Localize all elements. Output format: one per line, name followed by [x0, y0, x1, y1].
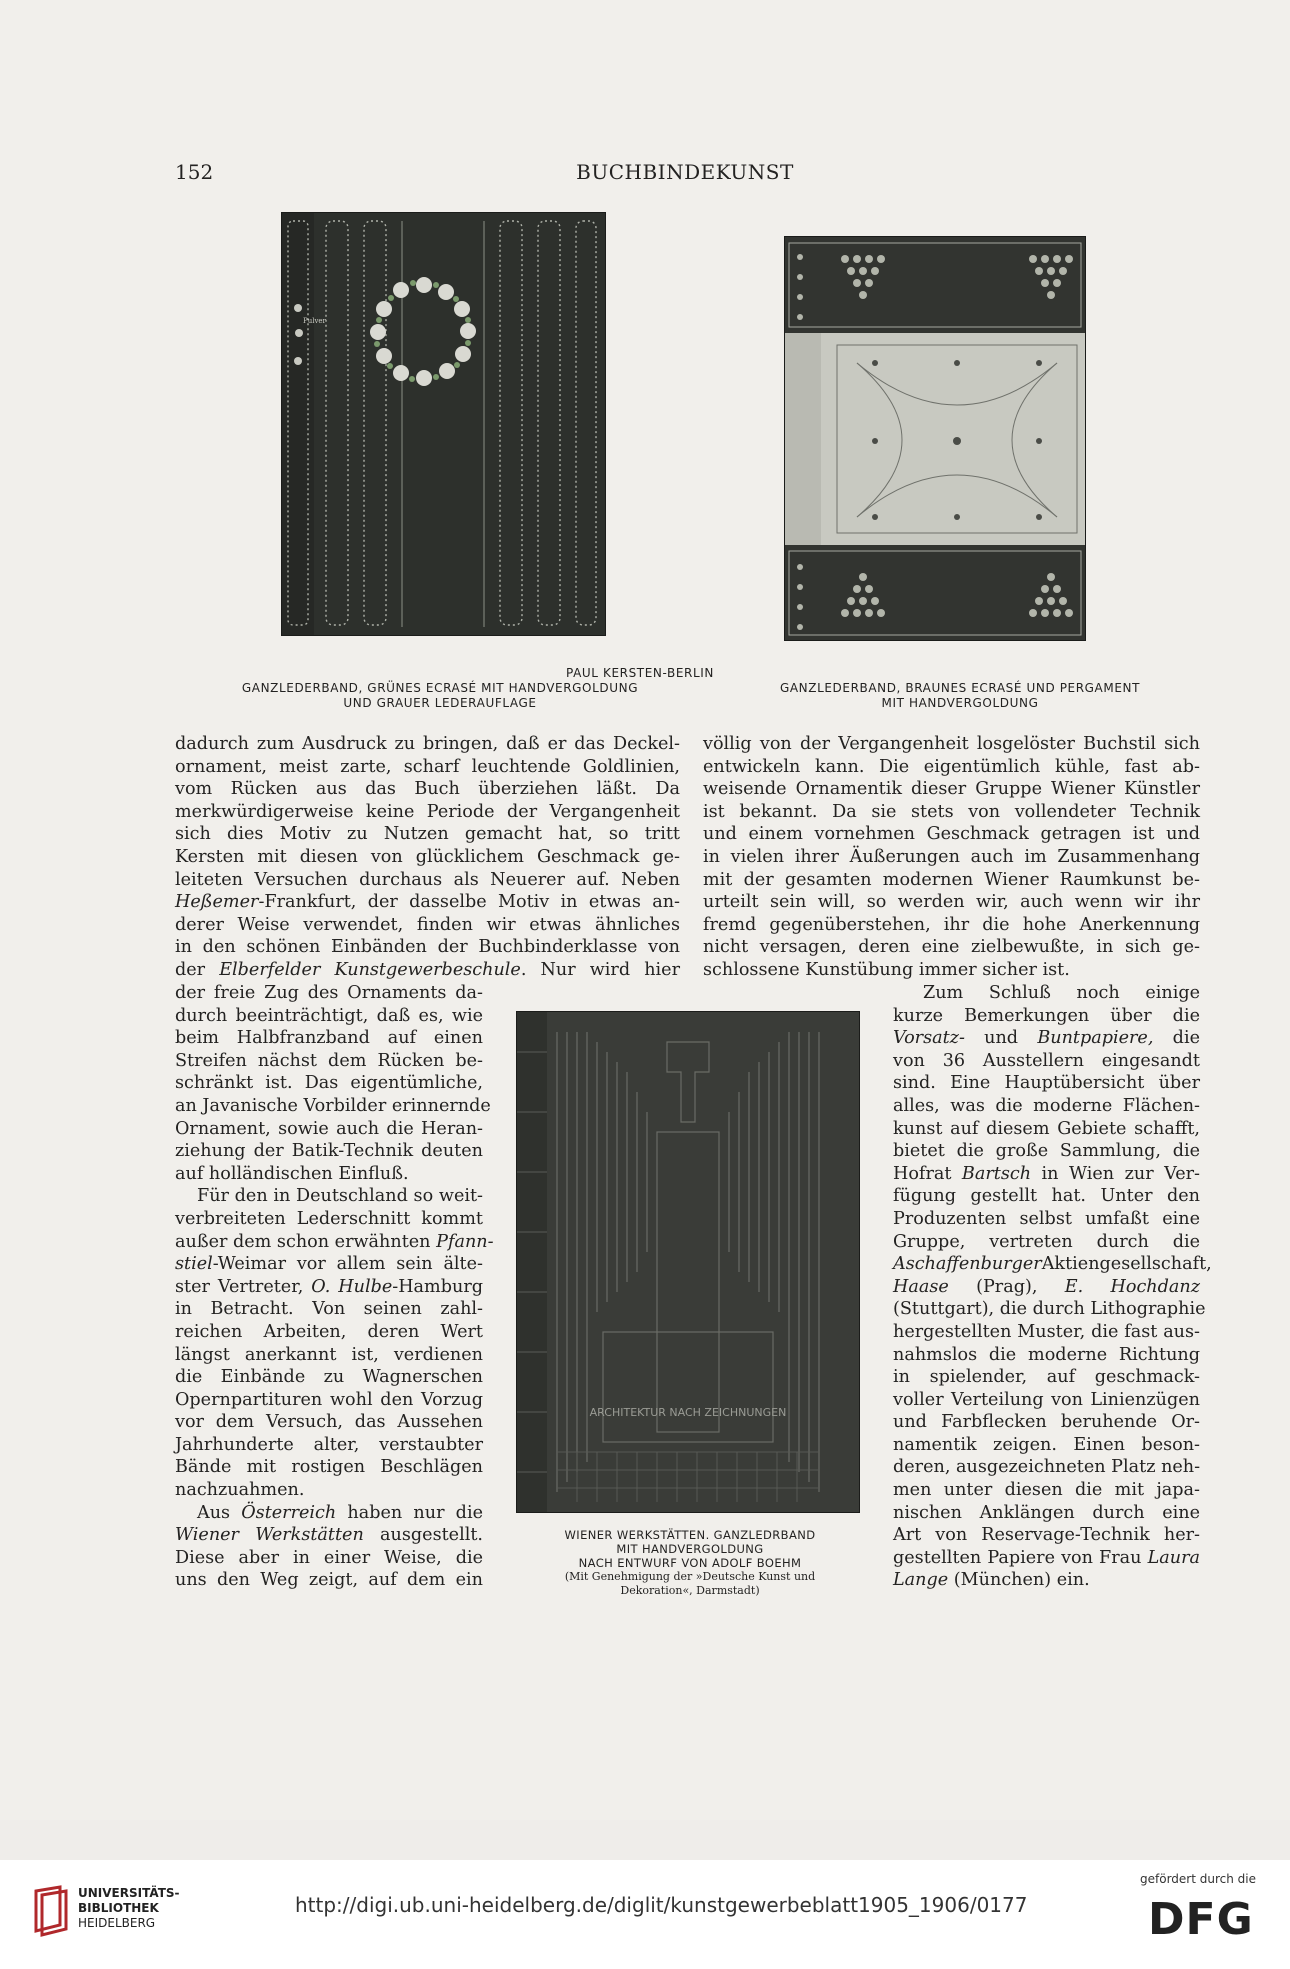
text-line: ornament, meist zarte, scharf leuchtende Goldlinien,: [175, 756, 680, 777]
text-line: (Stuttgart), die durch Lithographie: [893, 1299, 1206, 1320]
right-plate-caption: [720, 681, 1200, 711]
text-line: namentik zeigen. Einen beson-: [893, 1434, 1200, 1455]
library-name-line-2: BIBLIOTHEK: [78, 1901, 159, 1915]
library-name: [78, 1886, 180, 1931]
text-line: schränkt ist. Das eigentümliche,: [175, 1073, 483, 1094]
text-line: in vielen ihrer Äußerungen auch im Zusammenhang: [703, 846, 1200, 867]
text-fragment: Aus: [197, 1502, 242, 1523]
text-line: [893, 1163, 1200, 1186]
text-line: von 36 Ausstellern eingesandt: [893, 1050, 1200, 1071]
bartsch-name: Bartsch: [961, 1163, 1032, 1184]
parchment-book-image: [785, 237, 1085, 640]
text-fragment: haben nur die: [336, 1502, 483, 1523]
left-column-narrow: [175, 982, 494, 1592]
hulbe-name: O. Hulbe: [311, 1276, 393, 1297]
text-line: schlossene Kunstübung immer sicher ist.: [703, 959, 1070, 980]
text-line: voller Verteilung von Linienzügen: [893, 1389, 1200, 1410]
text-line: der freie Zug des Ornaments da-: [175, 983, 483, 1003]
text-fragment: (München) ein.: [948, 1570, 1090, 1591]
book-lettering: ARCHITEKTUR NACH ZEICHNUNGEN: [589, 1406, 787, 1419]
text-line: an Javanische Vorbilder erinnernde: [175, 1095, 491, 1116]
text-line: mit der gesamten modernen Wiener Raumkunst be-: [703, 869, 1200, 890]
text-line: [175, 1524, 483, 1547]
text-fragment: und: [964, 1028, 1038, 1049]
text-fragment: ausgestellt.: [363, 1525, 483, 1546]
left-caption-line-1: GANZLEDERBAND, GRÜNES ECRASÉ MIT HANDVERGOLDUNG: [241, 681, 639, 695]
small-caption-line-5: Dekoration«, Darmstadt): [620, 1584, 760, 1597]
text-line: alles, was die moderne Flächen-: [893, 1095, 1200, 1116]
text-line: die Einbände zu Wagnerschen: [175, 1367, 483, 1388]
text-line: nahmslos die moderne Richtung: [893, 1344, 1200, 1365]
page-number: 152: [175, 160, 214, 184]
text-line: leiteten Versuchen durchaus als Neuerer auf. Neben: [175, 869, 680, 890]
text-line: auf holländischen Einfluß.: [175, 1163, 409, 1184]
text-line: verbreiteten Lederschnitt kommt: [175, 1208, 483, 1229]
dfg-logo: DFG: [1148, 1894, 1254, 1945]
artist-caption: PAUL KERSTEN-BERLIN: [566, 666, 714, 680]
text-line: Bände mit rostigen Beschlägen: [175, 1457, 483, 1478]
text-line: [893, 1547, 1200, 1570]
text-line: durch beeinträchtigt, daß es, wie: [175, 1005, 483, 1026]
text-line: [175, 959, 680, 982]
left-caption-line-2: UND GRAUER LEDERAUFLAGE: [343, 696, 537, 710]
right-column-narrow: [893, 982, 1212, 1592]
laura-name: Laura: [1147, 1547, 1200, 1568]
text-line: [893, 1569, 1200, 1592]
text-line: nachzuahmen.: [175, 1480, 305, 1501]
small-caption-line-3: NACH ENTWURF VON ADOLF BOEHM: [578, 1556, 802, 1570]
pfannstiel-name-end: stiel: [175, 1254, 213, 1275]
left-plate-caption: [175, 681, 705, 711]
text-line: fremd gegenüberstehen, ihr die hohe Anerkennung: [703, 914, 1200, 935]
funded-by-label: gefördert durch die: [1140, 1872, 1256, 1886]
text-line: Zum Schluß noch einige: [923, 983, 1200, 1003]
green-book-plate: [282, 213, 605, 635]
hessemer-name: Heßemer: [175, 892, 259, 913]
wiener-werkstaetten-name: Wiener Werkstätten: [175, 1525, 364, 1546]
text-fragment: Hofrat: [893, 1163, 962, 1184]
text-line: sich dies Motiv zu Nutzen gemacht hat, so tritt: [175, 824, 680, 845]
text-line: in Betracht. Von seinen zahl-: [175, 1299, 483, 1320]
text-line: [175, 1276, 483, 1299]
hochdanz-name: E. Hochdanz: [1064, 1276, 1200, 1297]
text-fragment: Aktiengesellschaft,: [1041, 1254, 1212, 1275]
text-line: weisende Ornamentik dieser Gruppe Wiener Künstler: [703, 779, 1200, 800]
text-line: nischen Anklängen durch eine: [893, 1502, 1200, 1523]
vorsatz-term: Vorsatz-: [893, 1028, 965, 1049]
text-fragment: -Weimar vor allem sein älte-: [212, 1254, 483, 1275]
text-line: Opernpartituren wohl den Vorzug: [175, 1389, 483, 1410]
text-line: fügung gestellt hat. Unter den: [893, 1186, 1200, 1207]
text-line: beim Halbfranzband auf einen: [175, 1028, 483, 1049]
text-fragment: . Nur wird hier: [520, 959, 680, 980]
lange-name: Lange: [893, 1570, 949, 1591]
text-line: und Farbflecken beruhende Or-: [893, 1412, 1200, 1433]
text-fragment: -Hamburg: [392, 1276, 483, 1297]
right-caption-line-1: GANZLEDERBAND, BRAUNES ECRASÉ UND PERGAMENT: [779, 681, 1141, 695]
svg-text:Pulver: Pulver: [303, 317, 326, 325]
haase-name: Haase: [893, 1276, 949, 1297]
text-line: entwickeln kann. Die eigentümlich kühle, fast ab-: [703, 756, 1200, 777]
running-title: BUCHBINDEKUNST: [576, 160, 794, 184]
text-line: [175, 891, 680, 914]
buntpapiere-term: Buntpapiere,: [1037, 1028, 1154, 1049]
text-line: in spielender, auf geschmack-: [893, 1367, 1200, 1388]
text-line: [893, 1276, 1200, 1299]
aschaffenburger-name: Aschaffenburger: [893, 1254, 1042, 1275]
small-caption-line-2: MIT HANDVERGOLDUNG: [616, 1542, 764, 1556]
pfannstiel-name: Pfann-: [436, 1231, 494, 1252]
right-column-top: [703, 733, 1200, 982]
text-fragment: die: [1153, 1028, 1200, 1049]
text-line: kunst auf diesem Gebiete schafft,: [893, 1118, 1200, 1139]
text-line: Produzenten selbst umfaßt eine: [893, 1208, 1200, 1229]
text-line: Ornament, sowie auch die Heran-: [175, 1118, 483, 1139]
text-line: [175, 1502, 483, 1525]
footer-bar: [0, 1860, 1290, 1969]
text-line: kurze Bemerkungen über die: [893, 1005, 1200, 1026]
text-line: ist bekannt. Da sie stets von vollendeter Technik: [703, 801, 1200, 822]
text-line: reichen Arbeiten, deren Wert: [175, 1321, 483, 1342]
text-line: ziehung der Batik-Technik deuten: [175, 1141, 483, 1162]
text-line: Für den in Deutschland so weit-: [197, 1186, 483, 1207]
text-line: bietet die große Sammlung, die: [893, 1141, 1200, 1162]
text-line: Jahrhunderte alter, verstaubter: [175, 1434, 483, 1455]
text-line: sind. Eine Hauptübersicht über: [893, 1073, 1200, 1094]
text-line: dadurch zum Ausdruck zu bringen, daß er das Deckel-: [175, 734, 680, 754]
text-line: deren, ausgezeichneten Platz neh-: [893, 1457, 1201, 1478]
library-name-line-1: UNIVERSITÄTS-: [78, 1886, 180, 1900]
text-line: men unter diesen die mit japa-: [893, 1480, 1200, 1501]
text-line: und einem vornehmen Geschmack getragen ist und: [703, 824, 1200, 845]
elberfeld-name: Elberfelder Kunstgewerbeschule: [219, 959, 521, 980]
text-fragment: (Prag),: [948, 1276, 1065, 1297]
text-fragment: der: [175, 959, 220, 980]
text-line: vor dem Versuch, das Aussehen: [175, 1412, 483, 1433]
small-caption-line-4: (Mit Genehmigung der »Deutsche Kunst und: [564, 1570, 816, 1583]
text-line: in den schönen Einbänden der Buchbinderklasse von: [175, 937, 680, 958]
text-line: [893, 1253, 1212, 1276]
green-book-image: [282, 213, 605, 635]
text-line: völlig von der Vergangenheit losgelöster Buchstil sich: [703, 734, 1200, 754]
wiener-plate-caption: [515, 1528, 865, 1598]
wiener-werkstaetten-book-plate: [517, 1012, 859, 1512]
text-line: Gruppe, vertreten durch die: [893, 1231, 1200, 1252]
oesterreich-name: Österreich: [241, 1502, 337, 1523]
text-fragment: in Wien zur Ver-: [1031, 1163, 1200, 1184]
text-fragment: -Frankfurt, der dasselbe Motiv in etwas an-: [258, 892, 680, 913]
text-line: hergestellten Muster, die fast aus-: [893, 1321, 1200, 1342]
parchment-book-plate: [785, 237, 1085, 640]
text-line: [175, 1231, 494, 1254]
right-caption-line-2: MIT HANDVERGOLDUNG: [881, 696, 1039, 710]
text-line: nicht versagen, deren eine zielbewußte, in sich ge-: [703, 937, 1200, 958]
left-column-top: [175, 733, 680, 982]
text-line: [893, 1027, 1200, 1050]
text-fragment: ster Vertreter,: [175, 1276, 312, 1297]
text-line: Art von Reservage-Technik her-: [893, 1525, 1200, 1546]
small-caption-line-1: WIENER WERKSTÄTTEN. GANZLEDRBAND: [564, 1528, 816, 1542]
text-line: Streifen nächst dem Rücken be-: [175, 1050, 483, 1071]
wiener-werkstaetten-book-image: [517, 1012, 859, 1512]
text-line: vom Rücken aus das Buch überziehen läßt. Da: [175, 779, 680, 800]
text-line: Diese aber in einer Weise, die: [175, 1547, 483, 1568]
text-line: uns den Weg zeigt, auf dem ein: [175, 1570, 483, 1591]
text-line: längst anerkannt ist, verdienen: [175, 1344, 483, 1365]
text-fragment: gestellten Papiere von Frau: [893, 1547, 1148, 1568]
text-line: merkwürdigerweise keine Periode der Vergangenheit: [175, 801, 680, 822]
text-line: derer Weise verwendet, finden wir etwas ähnliches: [175, 914, 680, 935]
library-name-line-3: HEIDELBERG: [78, 1916, 156, 1930]
text-line: urteilt sein will, so werden wir, auch wenn wir ihr: [703, 892, 1200, 913]
university-library-logo-icon: [30, 1885, 70, 1937]
document-url-link[interactable]: http://digi.ub.uni-heidelberg.de/diglit/kunstgewerbeblatt1905_1906/0177: [295, 1893, 1028, 1917]
text-line: Kersten mit diesen von glücklichem Geschmack ge-: [175, 846, 680, 867]
text-fragment: außer dem schon erwähnten: [175, 1231, 437, 1252]
text-line: [175, 1253, 483, 1276]
